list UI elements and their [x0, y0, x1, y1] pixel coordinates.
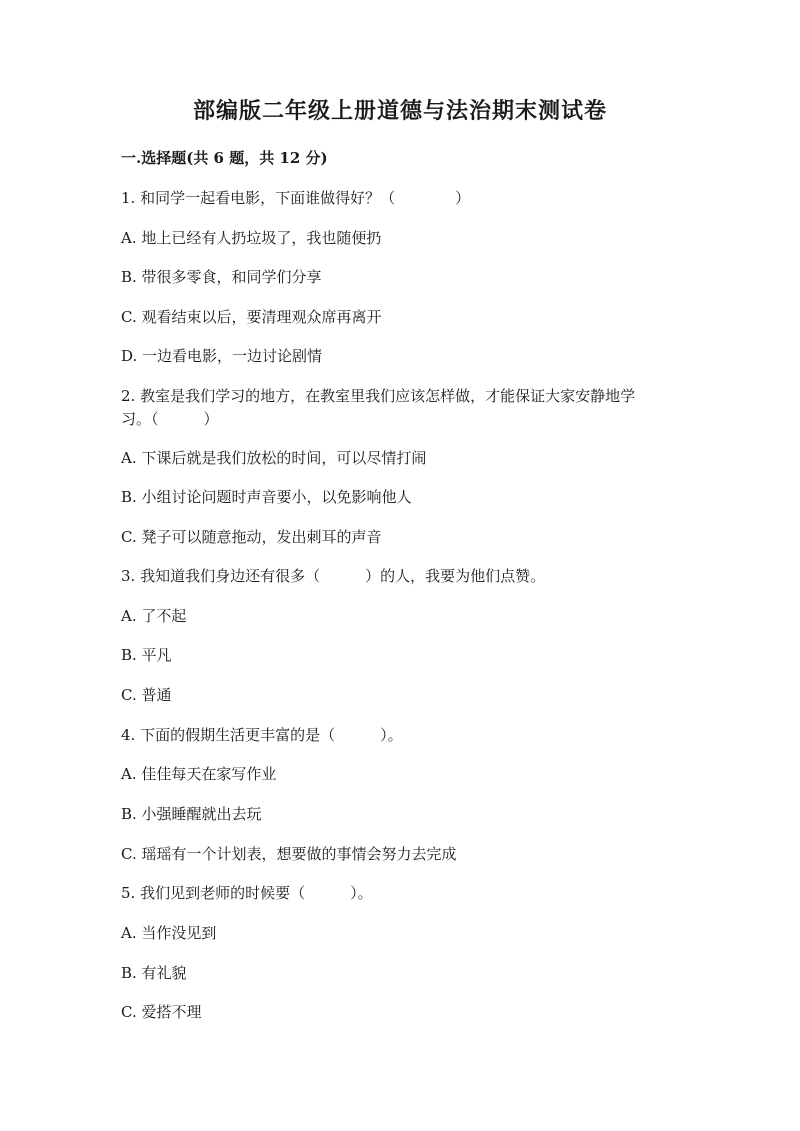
- question-3-option-c: C. 普通: [121, 686, 172, 704]
- question-4-option-c: C. 瑶瑶有一个计划表，想要做的事情会努力去完成: [121, 845, 457, 863]
- question-2-option-b: B. 小组讨论问题时声音要小，以免影响他人: [121, 488, 412, 506]
- question-1-stem: 1. 和同学一起看电影，下面谁做得好？（ ）: [121, 189, 471, 207]
- question-1-option-b: B. 带很多零食，和同学们分享: [121, 268, 322, 286]
- question-3-option-a: A. 了不起: [121, 607, 187, 625]
- question-2-stem-line-2: 习。（ ）: [121, 410, 219, 428]
- question-1-option-d: D. 一边看电影，一边讨论剧情: [121, 347, 323, 365]
- section-heading: 一.选择题(共 6 题，共 12 分): [121, 149, 328, 167]
- question-5-option-a: A. 当作没见到: [121, 924, 217, 942]
- question-4-stem: 4. 下面的假期生活更丰富的是（ ）。: [121, 726, 403, 744]
- question-2-option-c: C. 凳子可以随意拖动，发出刺耳的声音: [121, 528, 382, 546]
- question-4-option-a: A. 佳佳每天在家写作业: [121, 765, 277, 783]
- question-3-stem: 3. 我知道我们身边还有很多（ ）的人，我要为他们点赞。: [121, 567, 546, 585]
- question-5-stem: 5. 我们见到老师的时候要（ ）。: [121, 884, 373, 902]
- question-5-option-b: B. 有礼貌: [121, 964, 187, 982]
- question-1-option-c: C. 观看结束以后，要清理观众席再离开: [121, 308, 382, 326]
- question-3-option-b: B. 平凡: [121, 646, 172, 664]
- question-2-stem-line-1: 2. 教室是我们学习的地方，在教室里我们应该怎样做，才能保证大家安静地学: [121, 387, 636, 405]
- question-2-option-a: A. 下课后就是我们放松的时间，可以尽情打闹: [121, 449, 427, 467]
- question-5-option-c: C. 爱搭不理: [121, 1003, 202, 1021]
- page-title: 部编版二年级上册道德与法治期末测试卷: [192, 98, 607, 124]
- question-4-option-b: B. 小强睡醒就出去玩: [121, 805, 262, 823]
- question-1-option-a: A. 地上已经有人扔垃圾了，我也随便扔: [121, 229, 382, 247]
